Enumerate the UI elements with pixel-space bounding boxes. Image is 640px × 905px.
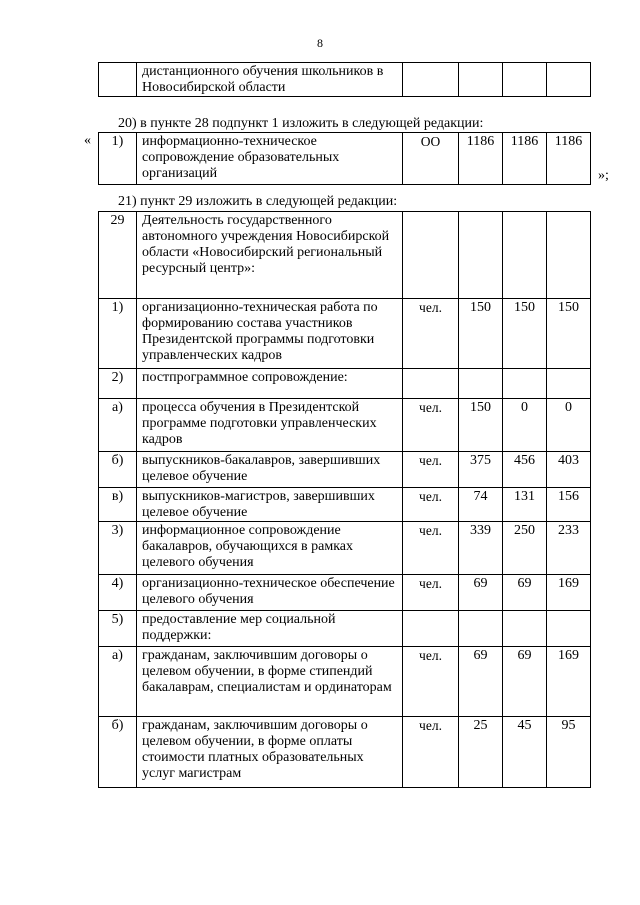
cell-unit: чел. [403,399,459,452]
cell-unit: чел. [403,575,459,611]
cell-unit [403,63,459,97]
cell-value-2 [503,369,547,399]
cell-value-2: 45 [503,717,547,788]
table-row [99,522,591,575]
cell-value-2: 131 [503,488,547,522]
cell-unit: чел. [403,647,459,717]
cell-text: гражданам, заключившим договоры о целевом обучении, в форме стипендий бакалаврам, специалистам и ординаторам [137,647,403,717]
cell-text: дистанционного обучения школьников в Новосибирской области [137,63,403,97]
cell-value-1: 1186 [459,133,503,185]
cell-text: Деятельность государственного автономного учреждения Новосибирской области «Новосибирский региональный ресурсный центр»: [137,212,403,299]
cell-text: организационно-техническое обеспечение целевого обучения [137,575,403,611]
cell-unit: чел. [403,452,459,488]
cell-value-1: 150 [459,399,503,452]
cell-value-3: 169 [547,647,591,717]
cell-num: б) [99,452,137,488]
cell-text: информационное сопровождение бакалавров, обучающихся в рамках целевого обучения [137,522,403,575]
opening-quote: « [84,133,91,148]
cell-text: процесса обучения в Президентской программе подготовки управленческих кадров [137,399,403,452]
table-row [99,611,591,647]
cell-value-1: 339 [459,522,503,575]
cell-value-3: 403 [547,452,591,488]
cell-text: постпрограммное сопровождение: [137,369,403,399]
cell-value-3: 233 [547,522,591,575]
cell-value-3: 95 [547,717,591,788]
table-row [99,488,591,522]
cell-num: 29 [99,212,137,299]
cell-num: б) [99,717,137,788]
cell-num: а) [99,399,137,452]
table-row [99,299,591,369]
cell-value-3 [547,611,591,647]
cell-value-2 [503,212,547,299]
table-row [99,575,591,611]
cell-num: а) [99,647,137,717]
cell-value-2: 456 [503,452,547,488]
cell-text: информационно-техническое сопровождение образовательных организаций [137,133,403,185]
cell-value-3: 1186 [547,133,591,185]
table-row [99,717,591,788]
cell-value-3: 0 [547,399,591,452]
cell-value-3: 156 [547,488,591,522]
cell-text: организационно-техническая работа по формированию состава участников Президентской программы подготовки управленческих кадров [137,299,403,369]
cell-value-2: 0 [503,399,547,452]
paragraph-20: 20) в пункте 28 подпункт 1 изложить в следующей редакции: [118,116,484,131]
cell-value-2: 250 [503,522,547,575]
cell-unit [403,611,459,647]
cell-value-2 [503,63,547,97]
cell-unit: чел. [403,522,459,575]
cell-unit: ОО [403,133,459,185]
cell-unit [403,369,459,399]
closing-quote: »; [598,168,609,183]
cell-text: выпускников-бакалавров, завершивших целевое обучение [137,452,403,488]
cell-value-1 [459,212,503,299]
cell-num: 4) [99,575,137,611]
cell-num: 1) [99,299,137,369]
paragraph-21: 21) пункт 29 изложить в следующей редакции: [118,194,398,209]
cell-value-1: 69 [459,647,503,717]
cell-value-1 [459,369,503,399]
cell-value-2: 1186 [503,133,547,185]
table-row [99,647,591,717]
table-row [99,369,591,399]
cell-value-2: 150 [503,299,547,369]
cell-unit [403,212,459,299]
cell-value-3 [547,369,591,399]
cell-num: 1) [99,133,137,185]
table-row [99,399,591,452]
cell-value-2: 69 [503,647,547,717]
cell-value-2 [503,611,547,647]
cell-text: гражданам, заключившим договоры о целевом обучении, в форме оплаты стоимости платных образовательных услуг магистрам [137,717,403,788]
cell-unit: чел. [403,488,459,522]
cell-value-3: 169 [547,575,591,611]
cell-value-3: 150 [547,299,591,369]
table-row [99,133,591,185]
cell-value-1: 150 [459,299,503,369]
cell-value-1: 375 [459,452,503,488]
cell-num: в) [99,488,137,522]
cell-num [99,63,137,97]
cell-value-1 [459,63,503,97]
cell-text: предоставление мер социальной поддержки: [137,611,403,647]
cell-unit: чел. [403,299,459,369]
continuation-table [98,62,591,97]
page-number: 8 [317,36,323,50]
cell-text: выпускников-магистров, завершивших целевое обучение [137,488,403,522]
cell-num: 5) [99,611,137,647]
cell-value-3 [547,212,591,299]
cell-value-2: 69 [503,575,547,611]
table-row [99,452,591,488]
cell-value-1: 69 [459,575,503,611]
cell-value-1: 25 [459,717,503,788]
amendment-table-20 [98,132,591,185]
amendment-table-21 [98,211,591,788]
cell-value-1: 74 [459,488,503,522]
cell-value-1 [459,611,503,647]
table-row [99,212,591,299]
cell-unit: чел. [403,717,459,788]
cell-value-3 [547,63,591,97]
cell-num: 3) [99,522,137,575]
cell-num: 2) [99,369,137,399]
table-row [99,63,591,97]
